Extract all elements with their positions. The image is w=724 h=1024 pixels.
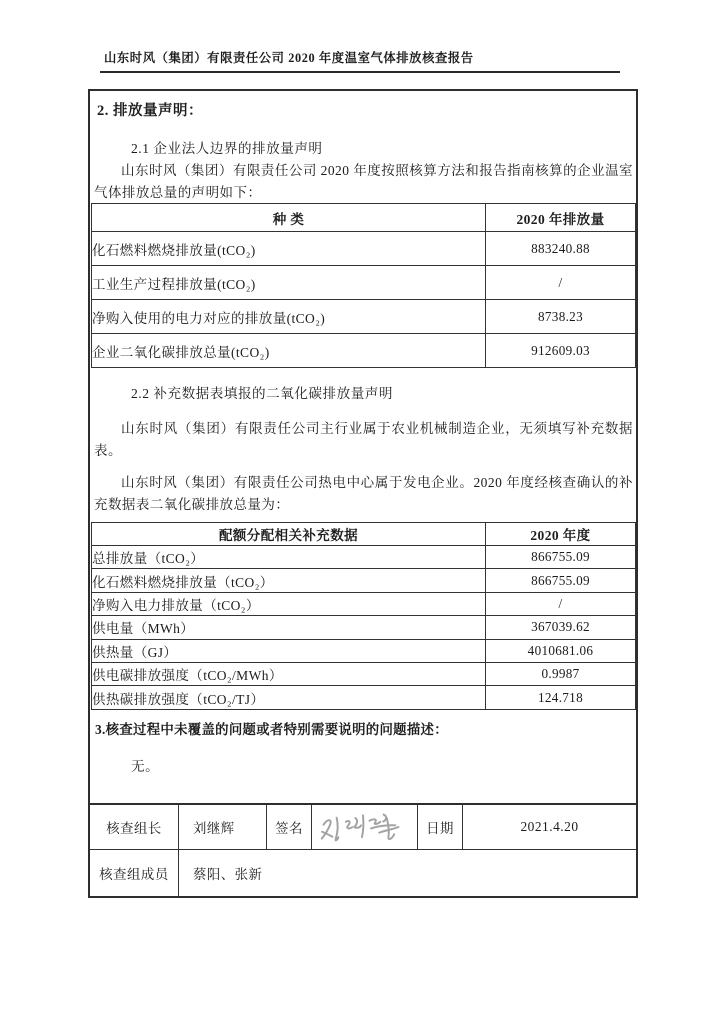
- members-value-cell: 蔡阳、张新: [193, 866, 263, 882]
- value-cell: 912609.03: [486, 334, 636, 368]
- value-cell: 4010681.06: [486, 639, 636, 662]
- category-cell: 企业二氧化碳排放总量(tCO₂): [92, 334, 486, 368]
- table-row: [92, 592, 636, 615]
- section2-2-paragraph-1: 山东时风（集团）有限责任公司主行业属于农业机械制造企业，无须填写补充数据表。: [94, 421, 633, 458]
- table-row: [92, 686, 636, 709]
- year-header-cell: 2020 年度: [486, 523, 636, 546]
- table-row: [92, 334, 636, 368]
- table-row: [92, 639, 636, 662]
- signature-cell: [312, 805, 418, 850]
- section2-1-paragraph: 山东时风（集团）有限责任公司 2020 年度按照核算方法和报告指南核算的企业温室气体排放总量的声明如下：: [94, 163, 633, 200]
- value-cell: /: [486, 266, 636, 300]
- date-value-cell: 2021.4.20: [463, 805, 636, 850]
- supplementary-header-cell: 配额分配相关补充数据: [92, 523, 486, 546]
- page-header-title: 山东时风（集团）有限责任公司 2020 年度温室气体排放核查报告: [104, 51, 474, 65]
- handwritten-signature: [316, 808, 414, 846]
- category-cell: 供热量（GJ）: [92, 639, 486, 662]
- value-cell: 124.718: [486, 686, 636, 709]
- verification-sign-table: [90, 803, 636, 896]
- members-label-cell: 核查组成员: [90, 850, 179, 896]
- table-row: [92, 546, 636, 569]
- category-cell: 供热碳排放强度（tCO₂/TJ）: [92, 686, 486, 709]
- table-row: [92, 662, 636, 685]
- section2-heading: 2. 排放量声明：: [97, 103, 203, 119]
- category-cell: 工业生产过程排放量(tCO₂): [92, 266, 486, 300]
- value-cell: 866755.09: [486, 546, 636, 569]
- table-row: [92, 616, 636, 639]
- value-cell: 883240.88: [486, 232, 636, 266]
- category-cell: 化石燃料燃烧排放量(tCO₂): [92, 232, 486, 266]
- category-cell: 总排放量（tCO₂）: [92, 546, 486, 569]
- leader-name-cell: 刘继辉: [179, 805, 267, 850]
- category-cell: 化石燃料燃烧排放量（tCO₂）: [92, 569, 486, 592]
- category-cell: 净购入电力排放量（tCO₂）: [92, 592, 486, 615]
- category-header-cell: 种 类: [92, 204, 486, 232]
- table-header-row: [92, 204, 636, 232]
- legal-boundary-emission-table: [91, 203, 636, 368]
- section2-2-heading: 2.2 补充数据表填报的二氧化碳排放量声明: [131, 386, 393, 401]
- report-content-box: [88, 89, 638, 898]
- category-cell: 供电量（MWh）: [92, 616, 486, 639]
- sign-label-cell: 签名: [267, 805, 312, 850]
- amount-header-cell: 2020 年排放量: [486, 204, 636, 232]
- table-row: [92, 232, 636, 266]
- table-row: [92, 300, 636, 334]
- leader-label-cell: 核查组长: [90, 805, 179, 850]
- value-cell: 866755.09: [486, 569, 636, 592]
- section2-2-paragraph-2: 山东时风（集团）有限责任公司热电中心属于发电企业。2020 年度经核查确认的补充数据表二氧化碳排放总量为：: [94, 475, 633, 512]
- supplementary-data-table: [91, 522, 636, 710]
- page-header: [100, 48, 620, 73]
- date-label-cell: 日期: [418, 805, 463, 850]
- category-cell: 供电碳排放强度（tCO₂/MWh）: [92, 662, 486, 685]
- table-header-row: [92, 523, 636, 546]
- value-cell: /: [486, 592, 636, 615]
- value-cell: 8738.23: [486, 300, 636, 334]
- table-row: [92, 266, 636, 300]
- section2-1-heading: 2.1 企业法人边界的排放量声明: [131, 141, 323, 156]
- category-cell: 净购入使用的电力对应的排放量(tCO₂): [92, 300, 486, 334]
- section3-heading: 3.核查过程中未覆盖的问题或者特别需要说明的问题描述：: [95, 722, 448, 737]
- value-cell: 367039.62: [486, 616, 636, 639]
- table-row: [92, 569, 636, 592]
- section3-body: 无。: [131, 759, 160, 774]
- value-cell: 0.9987: [486, 662, 636, 685]
